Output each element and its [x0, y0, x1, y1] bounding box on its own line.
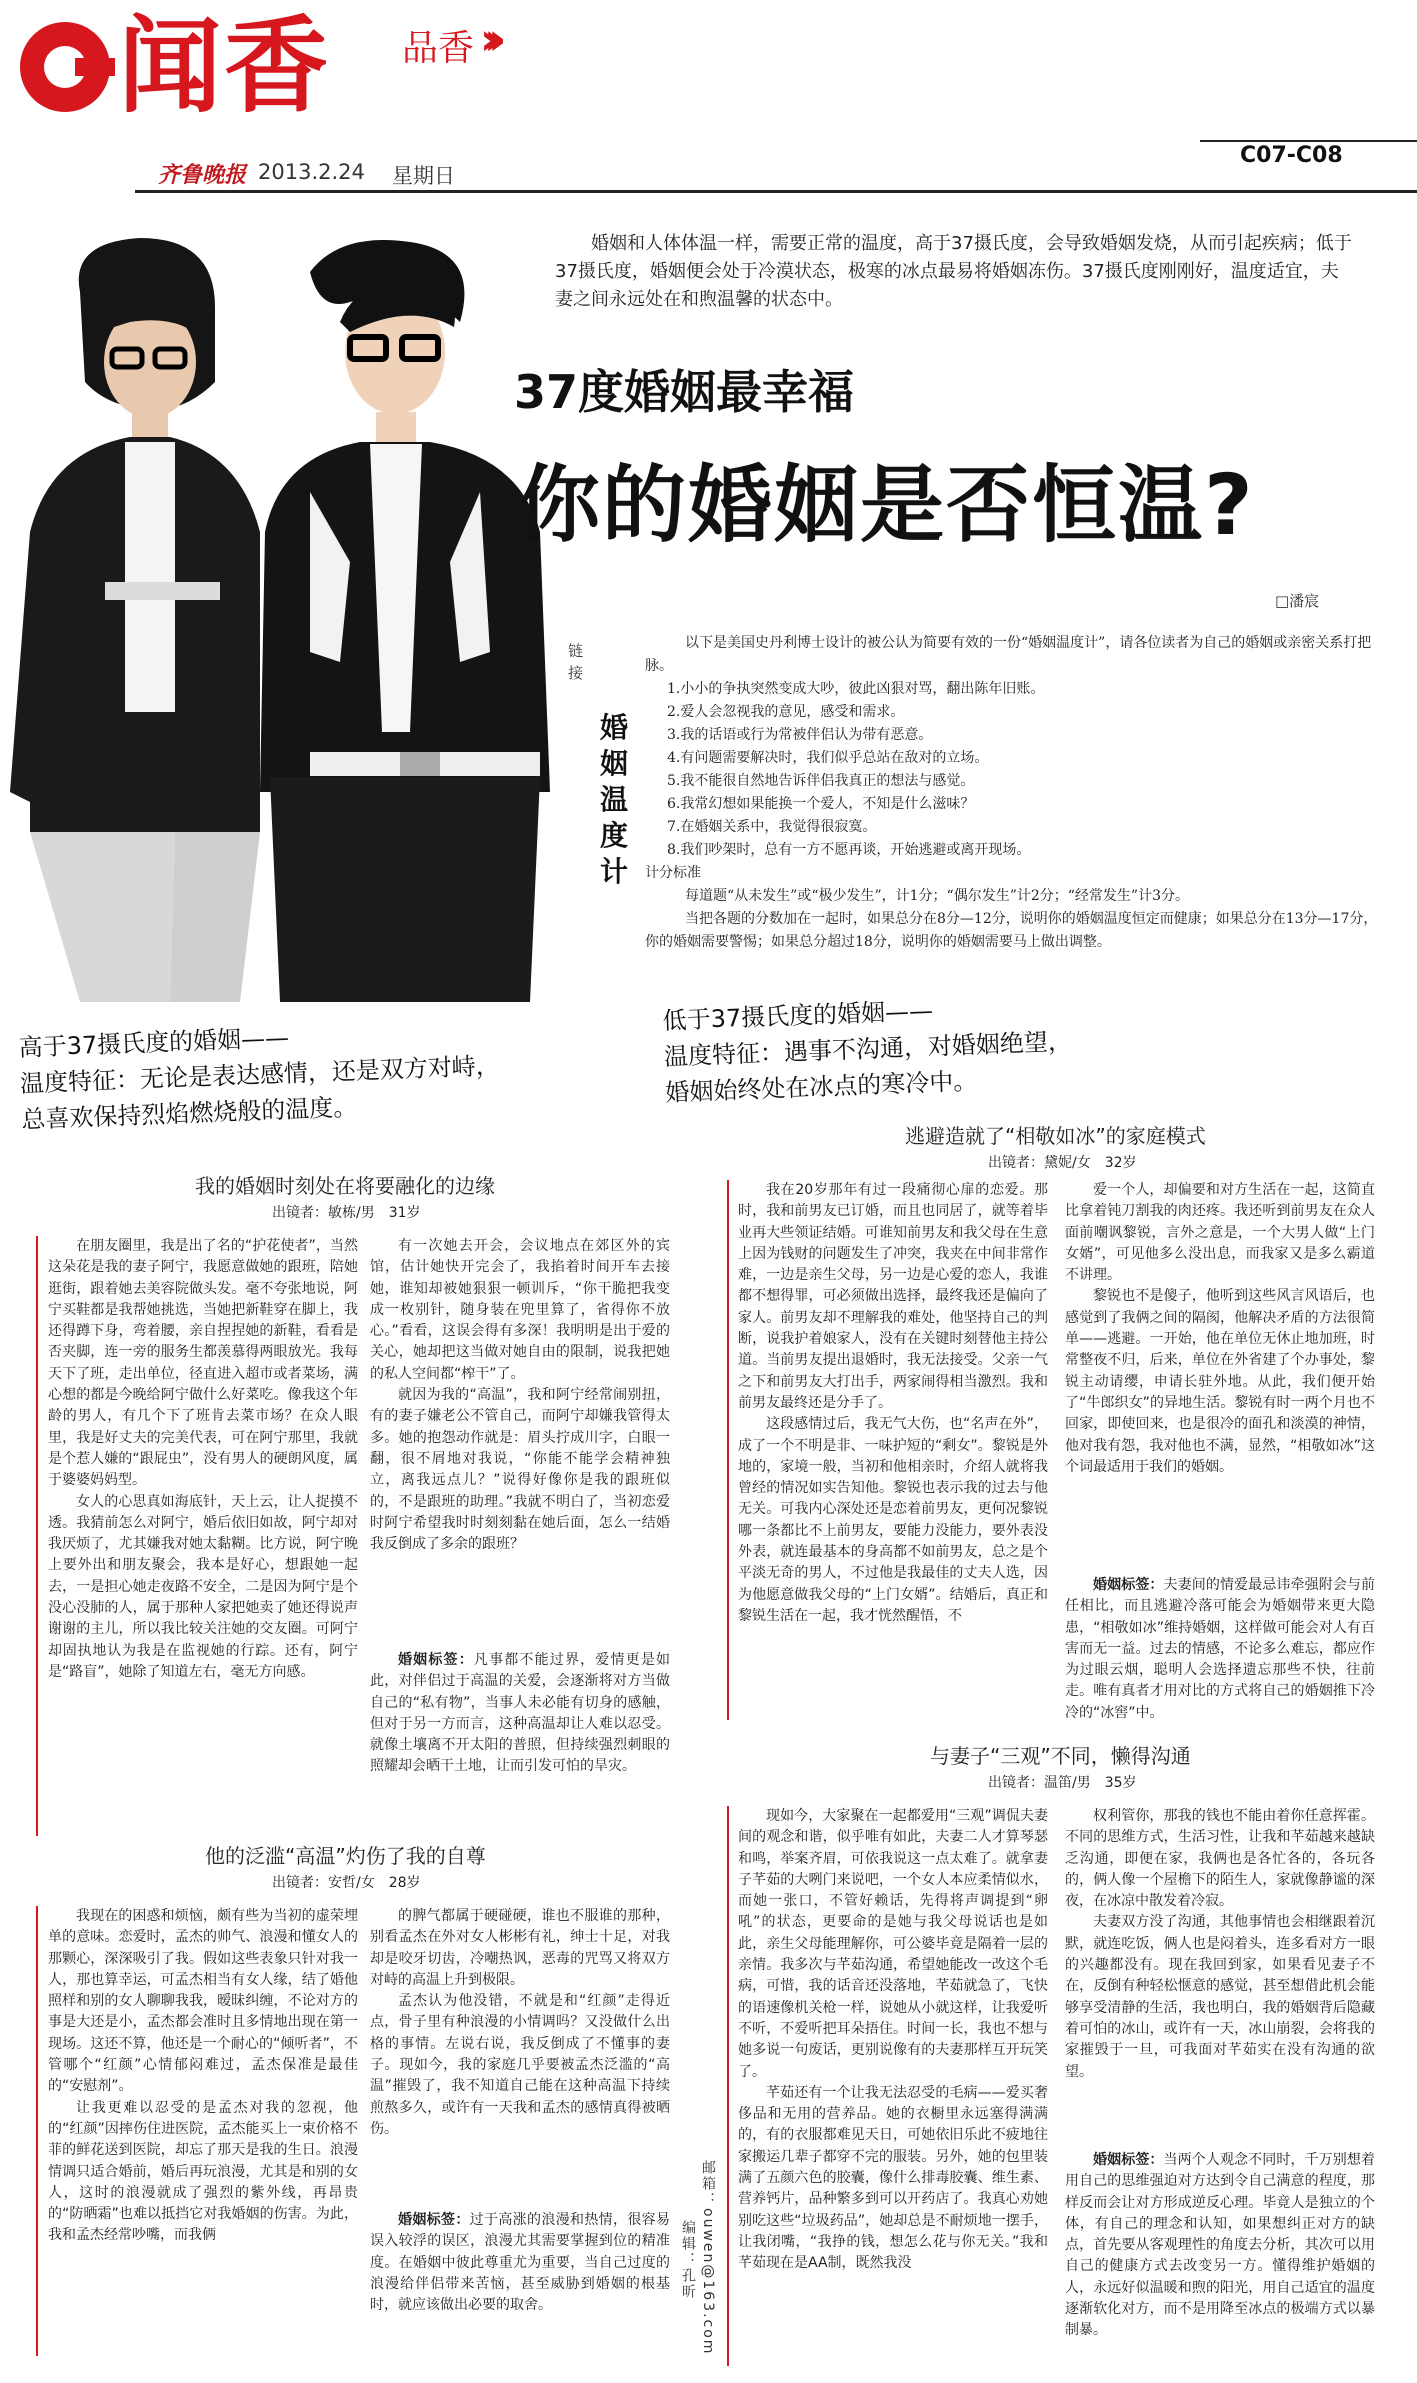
- article4-paragraph: 权利管你，那我的钱也不能由着你任意挥霍。不同的思维方式，生活习性，让我和芊茹越来越缺乏沟通，即便在家，我俩也是各忙各的，各玩各的，俩人像一个屋檐下的陌生人，家就像静谧的深夜，在冰凉中散发着冷寂。: [1065, 1808, 1375, 1910]
- article4-column2: [1065, 1806, 1375, 2083]
- article1-tag: [370, 1650, 670, 1778]
- article4-tag-label: 婚姻标签：: [1093, 2152, 1164, 2168]
- article3-paragraph: 黎锐也不是傻子，他听到这些风言风语后，也感觉到了我俩之间的隔阂，他解决矛盾的方法很简单——逃避。一开始，他在单位无休止地加班，时常整夜不归，后来，单位在外省建了个办事处，黎锐主动请缨，申请长驻外地。从此，我们便开始了“牛郎织女”的异地生活。黎锐有时一两个月也不回家，即使回来，也是很冷的面孔和淡漠的神情，他对我有怨，我对他也不满，显然，“相敬如冰”这个词最适用于我们的婚姻。: [1065, 1288, 1375, 1475]
- article1-column2: [370, 1236, 670, 1555]
- article2-paragraph: 的脾气都属于硬碰硬，谁也不服谁的那种，别看孟杰在外对女人彬彬有礼，绅士十足，对我却是咬牙切齿，冷嘲热讽，恶毒的咒骂又将双方对峙的高温上升到极限。: [370, 1908, 670, 1988]
- article2-paragraph: 让我更难以忍受的是孟杰对我的忽视，他的“红颜”因摔伤住进医院，孟杰能买上一束价格不菲的鲜花送到医院，却忘了那天是我的生日。浪漫情调只适合婚前，婚后再玩浪漫，尤其是和别的女人，这时的浪漫就成了强烈的紫外线，再昂贵的“防晒霜”也难以抵挡它对我婚姻的伤害。为此，我和孟杰经常吵嘴，而我俩: [48, 2099, 358, 2244]
- article2-byline: 出镜者：安哲/女 28岁: [272, 1875, 421, 1891]
- article1-byline: 出镜者：敏栋/男 31岁: [272, 1205, 421, 1221]
- headline-sub: 37度婚姻最幸福: [514, 365, 855, 419]
- headline-main: 你的婚姻是否恒温?: [516, 456, 1255, 554]
- sidebar-link-label: 链接: [568, 642, 584, 682]
- sidebar-item: 5.我不能很自然地告诉伴侣我真正的想法与感觉。: [667, 773, 975, 789]
- article4-paragraph: 现如今，大家聚在一起都爱用“三观”调侃夫妻间的观念和谐，似乎唯有如此，夫妻二人才算琴瑟和鸣，举案齐眉，可依我说这一点太难了。就拿妻子芊茹的大咧门来说吧，一个女人本应柔情似水，而她一张口，不管好赖话，先得将声调提到“卵吼”的状态，更要命的是她与我父母说话也是如此，亲生父母能理解你，可公婆毕竟是隔着一层的亲情。我多次与芊茹沟通，希望她能改一改这个毛病，可惜，我的话音还没落地，芊茹就急了，飞快的语速像机关枪一样，说她从小就这样，让我爱听不听，不爱听把耳朵捂住。时间一长，我也不想与她多说一句废话，更别说像有的夫妻那样互开玩笑了。: [738, 1808, 1048, 2080]
- sidebar-item: 3.我的话语或行为常被伴侣认为带有恶意。: [667, 727, 933, 743]
- scoring-result: 当把各题的分数加在一起时，如果总分在8分—12分，说明你的婚姻温度恒定而健康；如果总分在13分—17分，你的婚姻需要警惕；如果总分超过18分，说明你的婚姻需要马上做出调整。: [645, 911, 1378, 950]
- section-tag: 品香: [402, 28, 475, 69]
- sidebar-item: 6.我常幻想如果能换一个爱人，不知是什么滋味？: [667, 796, 975, 812]
- article3-byline: 出镜者：黛妮/女 32岁: [988, 1155, 1137, 1171]
- article3-tag: [1065, 1575, 1375, 1724]
- banner-high-line3: 总喜欢保持烈焰燃烧般的温度。: [20, 1093, 358, 1134]
- brand-logo-c: [20, 22, 110, 112]
- article4-paragraph: 夫妻双方没了沟通，其他事情也会相继跟着沉默，就连吃饭，俩人也是闷着头，连多看对方一眼的兴趣都没有。现在我回到家，如果看见妻子不在，反倒有种轻松惬意的感觉，甚至想借此机会能够享受清静的生活，我也明白，我的婚姻背后隐藏着可怕的冰山，或许有一天，冰山崩裂，会将我的家摧毁于一旦，可我面对芊茹实在没有沟通的欲望。: [1065, 1914, 1375, 2080]
- banner-high-temp: [18, 1005, 662, 1137]
- article4-accent-line: [727, 1806, 729, 2366]
- article2-accent-line: [36, 1906, 38, 2356]
- article4-tag-text: 当两个人观念不同时，千万别想着用自己的思维强迫对方达到令自己满意的程度，那样反而会让对方形成逆反心理。毕竟人是独立的个体，有自己的理念和认知，如果想纠正对方的缺点，首先要从客观理性的角度去分析，其次可以用自己的健康方式去改变另一方。懂得维护婚姻的人，永远好似温暖和煦的阳光，用自己适宜的温度逐渐软化对方，而不是用降至冰点的极端方式以暴制暴。: [1065, 2152, 1376, 2339]
- banner-low-line3: 婚姻始终处在冰点的寒冷中。: [664, 1066, 978, 1107]
- page-code: C07-C08: [1240, 143, 1343, 168]
- sidebar-item: 4.有问题需要解决时，我们似乎总站在敌对的立场。: [667, 750, 989, 766]
- banner-low-temp: [662, 978, 1306, 1110]
- article3-tag-text: 夫妻间的情爱最忌讳牵强附会与前任相比，而且逃避冷落可能会为婚姻带来更大隐患，“相敬如冰”维持婚姻，这样做可能会对人有百害而无一益。过去的情感，不论多么难忘，都应作为过眼云烟，聪明人会选择遗忘那些不快，往前走。唯有真者才用对比的方式将自己的婚姻推下冷冷的“冰窖”中。: [1065, 1577, 1376, 1721]
- article2-tag-label: 婚姻标签：: [398, 2212, 470, 2228]
- sidebar-item: 7.在婚姻关系中，我觉得很寂寞。: [667, 819, 877, 835]
- article2-title: 他的泛滥“高温”灼伤了我的自尊: [205, 1844, 486, 1868]
- article1-paragraph: 就因为我的“高温”，我和阿宁经常闹别扭，有的妻子嫌老公不管自己，而阿宁却嫌我管得太多。她的抱怨动作就是：眉头拧成川字，白眼一翻，很不屑地对我说，“你能不能学会精神独立，离我远点儿？”说得好像你是我的跟班似的，不是跟班的助理。”我就不明白了，当初恋爱时阿宁希望我时时刻刻黏在她后面，怎么一结婚我反倒成了多余的跟班？: [370, 1387, 670, 1553]
- header-rule-short: [1200, 140, 1417, 142]
- banner-low-line1: 低于37摄氏度的婚姻——: [662, 996, 934, 1035]
- article4-tag: [1065, 2150, 1375, 2342]
- designer-credit: 邮箱：ouwen@163.com: [700, 2160, 716, 2356]
- article2-tag-text: 过于高涨的浪漫和热情，很容易误入较浮的误区，浪漫尤其需要掌握到位的精准度。在婚姻中彼此尊重尤为重要，当自己过度的浪漫给伴侣带来苦恼，甚至威胁到婚姻的根基时，就应该做出必要的取舍。: [370, 2212, 671, 2314]
- article3-tag-label: 婚姻标签：: [1093, 1577, 1164, 1593]
- article1-tag-text: 凡事都不能过界，爱情更是如此，对伴侣过于高温的关爱，会逐渐将对方当做自己的“私有物”，当事人未必能有切身的感触，但对于另一方而言，这种高温却让人难以忍受。就像土壤离不开太阳的普照，但持续强烈刺眼的照耀却会晒干土地，让而引发可怕的旱灾。: [370, 1652, 671, 1775]
- editor-credit: 编辑：孔昕: [680, 2220, 696, 2300]
- article2-tag: [370, 2210, 670, 2316]
- brand-title: 闻香: [118, 4, 331, 127]
- article1-paragraph: 在朋友圈里，我是出了名的“护花使者”，当然这朵花是我的妻子阿宁，我愿意做她的跟班，陪她逛街，跟着她去美容院做头发。毫不夸张地说，阿宁买鞋都是我帮她挑选，当她把新鞋穿在脚上，我还得蹲下身，弯着腰，亲自捏捏她的新鞋，看看是否夹脚，连一旁的服务生都羡慕得两眼放光。我每天下了班，走出单位，径直进入超市或者菜场，满心想的都是今晚给阿宁做什么好菜吃。像我这个年龄的男人，有几个下了班肯去菜市场？在众人眼里，我是好丈夫的完美代表，可在阿宁那里，我就是个惹人嫌的“跟屁虫”，没有男人的硬朗风度，属于婆婆妈妈型。: [48, 1238, 358, 1489]
- article4-byline: 出镜者：温笛/男 35岁: [988, 1775, 1137, 1791]
- article2-column2: [370, 1906, 670, 2140]
- sidebar-body: [645, 632, 1385, 954]
- banner-low-line2: 温度特征：遇事不沟通，对婚姻绝望，: [663, 1027, 1073, 1071]
- couple-photo: [10, 232, 560, 1002]
- article3-title: 逃避造就了“相敬如冰”的家庭模式: [905, 1124, 1206, 1148]
- article2-paragraph: 我现在的困惑和烦恼，颇有些为当初的虚荣埋单的意味。恋爱时，孟杰的帅气、浪漫和懂女人的那颗心，深深吸引了我。假如这些表象只针对我一人，那也算幸运，可孟杰相当有女人缘，结了婚他照样和别的女人聊聊我我，暧昧纠缠，不论对方的事是大还是小，孟杰都会准时且多情地出现在第一现场。这还不算，他还是一个耐心的“倾听者”，不管哪个“红颜”心情郁闷难过，孟杰保准是最佳的“安慰剂”。: [48, 1908, 358, 2095]
- article4-column1: [738, 1806, 1048, 2275]
- article3-paragraph: 这段感情过后，我无气大伤，也“名声在外”，成了一个不明是非、一味护短的“剩女”。黎锐是外地的，家境一般，当初和他相亲时，介绍人就将我曾经的情况如实告知他。黎锐也表示我的过去与他无关。可我内心深处还是恋着前男友，更何况黎锐哪一条都比不上前男友，要能力没能力，要外表没外表，就连最基本的身高都不如前男友，总之是个平淡无奇的男人，不过他是我最佳的丈夫人选，因为他愿意做我父母的“上门女婿”。结婚后，真正和黎锐生活在一起，我才恍然醒悟，不: [738, 1416, 1048, 1624]
- article2-column1: [48, 1906, 358, 2247]
- article3-accent-line: [727, 1180, 729, 1720]
- article1-column1: [48, 1236, 358, 1683]
- header-rule: [135, 190, 1417, 193]
- article4-paragraph: 芊茹还有一个让我无法忍受的毛病——爱买奢侈品和无用的营养品。她的衣橱里永远塞得满满的，有的衣服都难见天日，可她依旧乐此不疲地往家搬运几辈子都穿不完的服装。另外，她的包里装满了五颜六色的胶囊，像什么排毒胶囊、维生素、营养钙片，品种繁多到可以开药店了。我真心劝她别吃这些“垃圾药品”，她却总是不耐烦地一摆手，让我闭嘴，“我挣的钱，想怎么花与你无关。”我和芊茹现在是AA制，既然我没: [738, 2084, 1048, 2272]
- publication-weekday: 星期日: [392, 164, 455, 188]
- article3-paragraph: 我在20岁那年有过一段痛彻心扉的恋爱。那时，我和前男友已订婚，而且也同居了，就等着毕业再大些领证结婚。可谁知前男友和我父母在生意上因为钱财的问题发生了冲突，我夹在中间非常作难，一边是亲生父母，另一边是心爱的恋人，我谁都不想得罪，可必须做出选择，最终我还是偏向了家人。前男友却不理解我的难处，他坚持自己的判断，说我护着娘家人，没有在关键时刻替他主持公道。当前男友提出退婚时，我无法接受。父亲一气之下和前男友大打出手，两家闹得相当激烈。我和前男友最终还是分手了。: [738, 1182, 1048, 1411]
- article1-tag-label: 婚姻标签：: [398, 1652, 474, 1668]
- article1-accent-line: [36, 1236, 38, 1836]
- article1-paragraph: 女人的心思真如海底针，天上云，让人捉摸不透。我猜前怎么对阿宁，婚后依旧如故，阿宁却对我厌烦了，尤其嫌我对她太黏糊。比方说，阿宁晚上要外出和朋友聚会，我本是好心，想跟她一起去，一是担心她走夜路不安全，二是因为阿宁是个没心没肺的人，属于那种人家把她卖了她还得说声谢谢的主儿，所以我比较关注她的交友圈。可阿宁却固执地认为我是在监视她的行踪。还有，阿宁是“路盲”，她除了知道左右，毫无方向感。: [48, 1493, 358, 1680]
- scoring-rule: 每道题“从未发生”或“极少发生”，计1分；“偶尔发生”计2分；“经常发生”计3分。: [685, 888, 1189, 904]
- scoring-title: 计分标准: [645, 865, 701, 881]
- intro-paragraph: 婚姻和人体体温一样，需要正常的温度，高于37摄氏度，会导致婚姻发烧，从而引起疾病；低于37摄氏度，婚姻便会处于冷漠状态，极寒的冰点最易将婚姻冻伤。37摄氏度刚刚好，温度适宜，夫妻之间永远处在和煦温馨的状态中。: [555, 233, 1352, 310]
- sidebar-lead: 以下是美国史丹利博士设计的被公认为简要有效的一份“婚姻温度计”，请各位读者为自己的婚姻或亲密关系打把脉。: [645, 635, 1372, 674]
- double-chevron-icon: ›››: [480, 14, 493, 65]
- paper-name: 齐鲁晚报: [158, 162, 247, 188]
- author-credit: □潘宸: [1275, 592, 1320, 610]
- article4-title: 与妻子“三观”不同，懒得沟通: [930, 1744, 1191, 1768]
- article2-paragraph: 孟杰认为他没错，不就是和“红颜”走得近点，骨子里有种浪漫的小情调吗？又没做什么出格的事情。左说右说，我反倒成了不懂事的妻子。现如今，我的家庭几乎要被孟杰泛滥的“高温”摧毁了，我不知道自己能在这种高温下持续煎熬多久，或许有一天我和孟杰的感情真得被晒伤。: [370, 1993, 670, 2137]
- publication-date: 2013.2.24: [258, 160, 365, 184]
- article1-paragraph: 有一次她去开会，会议地点在郊区外的宾馆，估计她快开完会了，我掐着时间开车去接她，谁知却被她狠狠一顿训斥，“你干脆把我变成一枚别针，随身装在兜里算了，省得你不放心。”看看，这误会得有多深！我明明是出于爱的关心，她却把这当做对她自由的限制，说我把她的私人空间都“榨干”了。: [370, 1238, 670, 1382]
- sidebar-item: 1.小小的争执突然变成大吵，彼此凶狠对骂，翻出陈年旧账。: [667, 681, 1045, 697]
- banner-high-line2: 温度特征：无论是表达感情，还是双方对峙，: [19, 1051, 501, 1098]
- banner-high-line1: 高于37摄氏度的婚姻——: [18, 1023, 290, 1062]
- sidebar-title: 婚姻温度计: [600, 711, 629, 888]
- article1-title: 我的婚姻时刻处在将要融化的边缘: [195, 1174, 495, 1198]
- article3-paragraph: 爱一个人，却偏要和对方生活在一起，这简直比拿着钝刀割我的肉还疼。我还听到前男友在众人面前嘲讽黎锐，言外之意是，一个大男人做“上门女婿”，可见他多么没出息，而我家又是多么霸道不讲理。: [1065, 1182, 1375, 1284]
- sidebar-item: 2.爱人会忽视我的意见，感受和需求。: [667, 704, 905, 720]
- article3-column1: [738, 1180, 1048, 1627]
- sidebar-item: 8.我们吵架时，总有一方不愿再谈，开始逃避或离开现场。: [667, 842, 1031, 858]
- article3-column2: [1065, 1180, 1375, 1478]
